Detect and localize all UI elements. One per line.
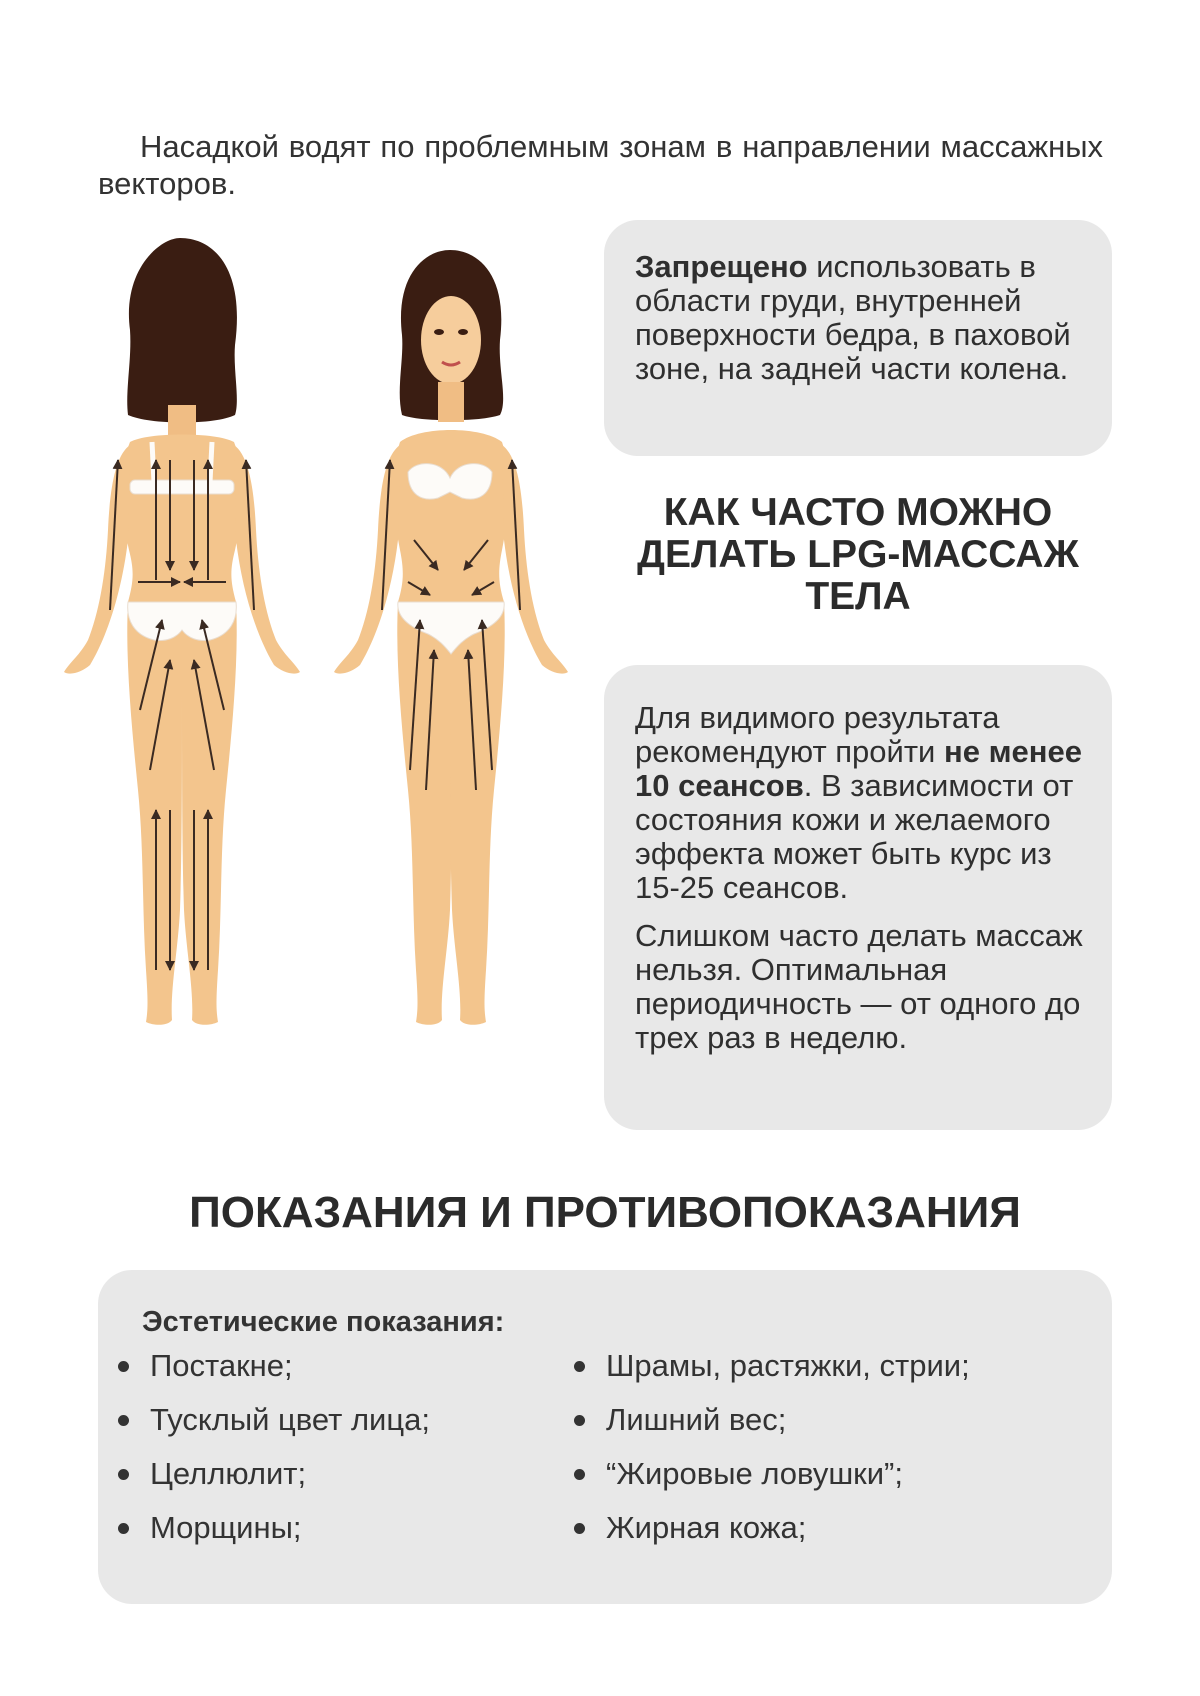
indications-list-right [572,1339,970,1555]
list-item: Жирная кожа; [572,1501,970,1555]
list-item: Целлюлит; [116,1447,430,1501]
indications-subtitle: Эстетические показания: [142,1306,505,1338]
bullet-icon [118,1415,129,1426]
indications-columns [142,1339,1112,1579]
back-view-figure [64,238,300,1025]
frequency-p1-bold: не менее 10 сеансов [635,734,1082,803]
list-item: “Жировые ловушки”; [572,1447,970,1501]
frequency-p1-after: . В зависимости от состояния кожи и желаемого эффекта может быть курс из 15-25 сеансов. [635,768,1074,905]
frequency-heading: КАК ЧАСТО МОЖНО ДЕЛАТЬ LPG-МАССАЖ ТЕЛА [637,491,1079,618]
frequency-paragraph-2: Слишком часто делать массаж нельзя. Оптимальная периодичность — от одного до трех раз в неделю. [635,918,1083,1055]
warning-text [635,250,1092,386]
warning-body: использовать в области груди, внутренней поверхности бедра, в паховой зоне, на задней части колена. [635,249,1071,386]
list-item: Шрамы, растяжки, стрии; [572,1339,970,1393]
list-item: Лишний вес; [572,1393,970,1447]
warning-bold: Запрещено [635,249,808,284]
frequency-paragraph-1 [635,701,1100,905]
indications-list-left [116,1339,430,1555]
bullet-icon [574,1415,585,1426]
bullet-icon [574,1523,585,1534]
front-view-figure [334,250,568,1025]
frequency-card [604,665,1112,1130]
warning-card [604,220,1112,456]
indications-card [98,1270,1112,1604]
bullet-icon [118,1361,129,1372]
list-item: Постакне; [116,1339,430,1393]
bullet-icon [574,1361,585,1372]
list-item: Морщины; [116,1501,430,1555]
frequency-p1-before: Для видимого результата рекомендуют пройти [635,700,1000,769]
bullet-icon [118,1523,129,1534]
intro-paragraph: Насадкой водят по проблемным зонам в направлении массажных векторов. [98,129,1103,201]
bullet-icon [118,1469,129,1480]
list-item: Тусклый цвет лица; [116,1393,430,1447]
indications-heading: ПОКАЗАНИЯ И ПРОТИВОПОКАЗАНИЯ [189,1188,1021,1237]
body-massage-vectors-illustration [30,210,610,1110]
bullet-icon [574,1469,585,1480]
